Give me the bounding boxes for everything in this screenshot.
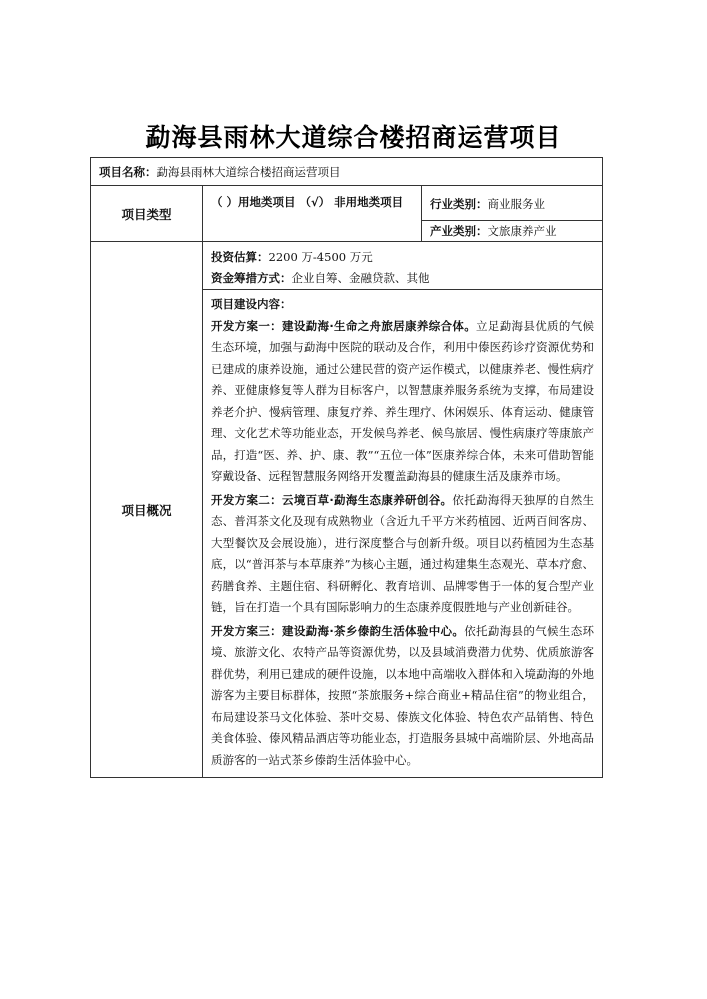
investment-label: 投资估算： xyxy=(211,250,269,264)
industry-label: 行业类别： xyxy=(430,197,488,211)
project-name-value: 勐海县雨林大道综合楼招商运营项目 xyxy=(156,165,341,179)
funding-line xyxy=(211,268,594,289)
project-info-table xyxy=(90,157,603,778)
land-use-options: （ ）用地类项目 （√） 非用地类项目 xyxy=(203,186,422,242)
plan-three-body: 依托勐海县的气候生态环境、旅游文化、农特产品等资源优势，以及县域消费潜力优势、优质旅游客群优势，利用已建成的硬件设施，以本地中高端收入群体和入境勐海的外地游客为主要目标群体，按照“茶旅服务+综合商业+精品住宿”的物业组合，布局建设茶马文化体验、茶叶交易、傣族文化体验、特色农产品销售、特色美食体验、傣风精品酒店等功能业态，打造服务县城中高端阶层、外地高品质游客的一站式茶乡傣韵生活体验中心。 xyxy=(211,623,595,767)
project-type-row xyxy=(91,186,603,221)
funding-value: 企业自筹、金融贷款、其他 xyxy=(291,271,430,285)
industry-value: 商业服务业 xyxy=(487,197,545,211)
plan-one xyxy=(211,316,594,488)
category-cell xyxy=(422,221,603,242)
content-cell xyxy=(203,290,603,778)
project-type-label: 项目类型 xyxy=(91,186,203,242)
project-name-label: 项目名称： xyxy=(99,165,157,179)
category-label: 产业类别： xyxy=(430,224,488,238)
overview-label: 项目概况 xyxy=(91,242,203,778)
investment-value: 2200 万-4500 万元 xyxy=(268,250,373,264)
investment-row xyxy=(91,242,603,290)
document-title: 勐海县雨林大道综合楼招商运营项目 xyxy=(145,123,562,152)
project-name-cell xyxy=(91,158,603,186)
investment-line xyxy=(211,247,594,268)
industry-cell xyxy=(422,186,603,221)
content-label: 项目建设内容： xyxy=(211,297,292,311)
plan-two-body: 依托勐海得天独厚的自然生态、普洱茶文化及现有成熟物业（含近九千平方米药植园、近两百间客房、大型餐饮及会展设施），进行深度整合与创新升级。项目以药植园为生态基底，以“普洱茶与本草康养”为核心主题，通过构建集生态观光、草本疗愈、药膳食养、主题住宿、科研孵化、教育培训、品牌零售于一体的复合型产业链，旨在打造一个具有国际影响力的生态康养度假胜地与产业创新硅谷。 xyxy=(211,492,595,614)
project-name-row xyxy=(91,158,603,186)
plan-two-heading: 开发方案二：云境百草·勐海生态康养研创谷。 xyxy=(211,492,453,507)
plan-one-body: 立足勐海县优质的气候生态环境，加强与勐海中医院的联动及合作，利用中傣医药诊疗资源优势和已建成的康养设施，通过公建民营的资产运作模式，以健康养老、慢性病疗养、亚健康修复等人群为目标客户，以智慧康养服务系统为支撑，布局建设养老介护、慢病管理、康复疗养、养生理疗、休闲娱乐、体育运动、健康管理、文化艺术等功能业态，开发候鸟养老、候鸟旅居、慢性病康疗等康旅产品，打造“医、养、护、康、教”“五位一体”医康养综合体，未来可借助智能穿戴设备、远程智慧服务网络开发覆盖勐海县的健康生活及康养市场。 xyxy=(211,318,595,483)
funding-label: 资金筹措方式： xyxy=(211,271,292,285)
plan-three xyxy=(211,621,594,772)
category-value: 文旅康养产业 xyxy=(487,224,557,238)
investment-cell xyxy=(203,242,603,290)
plan-two xyxy=(211,490,594,619)
plan-three-heading: 开发方案三：建设勐海·茶乡傣韵生活体验中心。 xyxy=(211,623,465,638)
plan-one-heading: 开发方案一：建设勐海·生命之舟旅居康养综合体。 xyxy=(211,318,477,333)
